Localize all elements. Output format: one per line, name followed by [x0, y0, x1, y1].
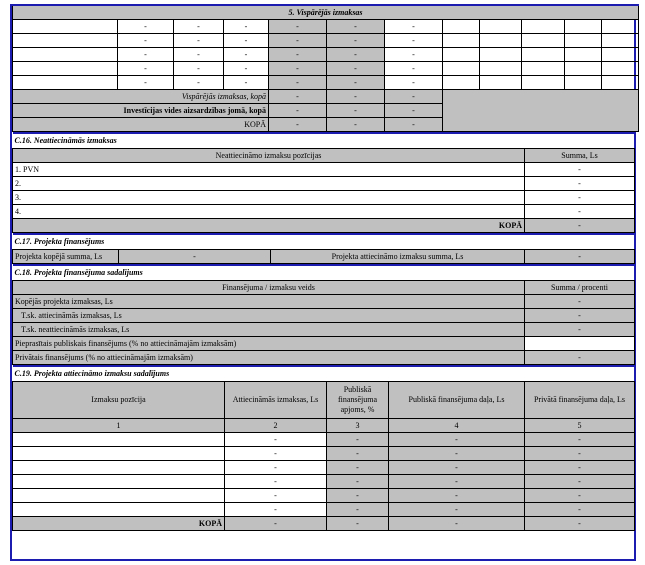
table-row: 1. PVN - — [13, 163, 635, 177]
general-costs-total-row: Vispārējās izmaksas, kopā - - - — [13, 90, 639, 104]
public-funding-input[interactable] — [525, 337, 635, 351]
kopa-row: KOPĀ - - - - — [13, 517, 635, 531]
table-row: T.sk. neattiecināmās izmaksas, Ls - — [13, 323, 635, 337]
table-row: - - - - — [13, 489, 635, 503]
kopa-row: KOPĀ - - - — [13, 118, 639, 132]
c16-title: C.16. Neattiecināmās izmaksas — [13, 133, 635, 149]
table-row: - - - - - - — [13, 34, 639, 48]
table-row: - - - - — [13, 503, 635, 517]
table-row: T.sk. attiecināmās izmaksas, Ls - — [13, 309, 635, 323]
c19-title: C.19. Projekta attiecināmo izmaksu sadalījums — [13, 366, 635, 382]
table-row: - - - - - - — [13, 62, 639, 76]
table-row: - - - - - - — [13, 76, 639, 90]
non-eligible-costs-table: C.16. Neattiecināmās izmaksas Neattiecināmo izmaksu pozīcijas Summa, Ls 1. PVN - 2. - 3. - 4. - KOPĀ - — [12, 132, 635, 233]
general-costs-table — [12, 4, 639, 132]
table-row: Kopējās projekta izmaksas, Ls - — [13, 295, 635, 309]
table-row: - - - - - - — [13, 20, 639, 34]
financing-distribution-table: C.18. Projekta finansējuma sadalījums Finansējuma / izmaksu veids Summa / procenti Kopējās projekta izmaksas, Ls - T.sk. attiecināmās izmaksas, Ls - T.sk. neattiecināmās izmaksas, Ls - Pieprasītais publiskais finansējums (% no attiecināmajām izmaksām) Privātais finansējums (% no attiecināmajām izmaksām) - — [12, 264, 635, 365]
section-5-title: 5. Vispārējās izmaksas — [13, 5, 639, 20]
table-row: Pieprasītais publiskais finansējums (% no attiecināmajām izmaksām) — [13, 337, 635, 351]
table-row: - - - - — [13, 461, 635, 475]
table-row: - - - - — [13, 433, 635, 447]
table-row: 4. - — [13, 205, 635, 219]
c17-title: C.17. Projekta finansējums — [13, 234, 635, 250]
table-row: 2. - — [13, 177, 635, 191]
form-sheet — [10, 4, 636, 561]
eligible-costs-distribution-table: C.19. Projekta attiecināmo izmaksu sadalījums Izmaksu pozīcija Attiecināmās izmaksas, Ls Publiskā finansējuma apjoms, % Publiskā finansējuma daļa, Ls Privātā finansējuma daļa, Ls 1 2 3 4 5 - - - - - - - - - - - - - - - - - - - - - - - - KOPĀ - - - - — [12, 365, 635, 531]
c18-title: C.18. Projekta finansējuma sadalījums — [13, 265, 635, 281]
table-row: - - - - — [13, 475, 635, 489]
table-row: Privātais finansējums (% no attiecināmajām izmaksām) - — [13, 351, 635, 365]
kopa-row: KOPĀ - — [13, 219, 635, 233]
table-row: - - - - — [13, 447, 635, 461]
project-financing-table: C.17. Projekta finansējums Projekta kopējā summa, Ls - Projekta attiecināmo izmaksu summa, Ls - — [12, 233, 635, 264]
table-row: 3. - — [13, 191, 635, 205]
investments-total-row: Investīcijas vides aizsardzības jomā, kopā - - - — [13, 104, 639, 118]
table-row: - - - - - - — [13, 48, 639, 62]
